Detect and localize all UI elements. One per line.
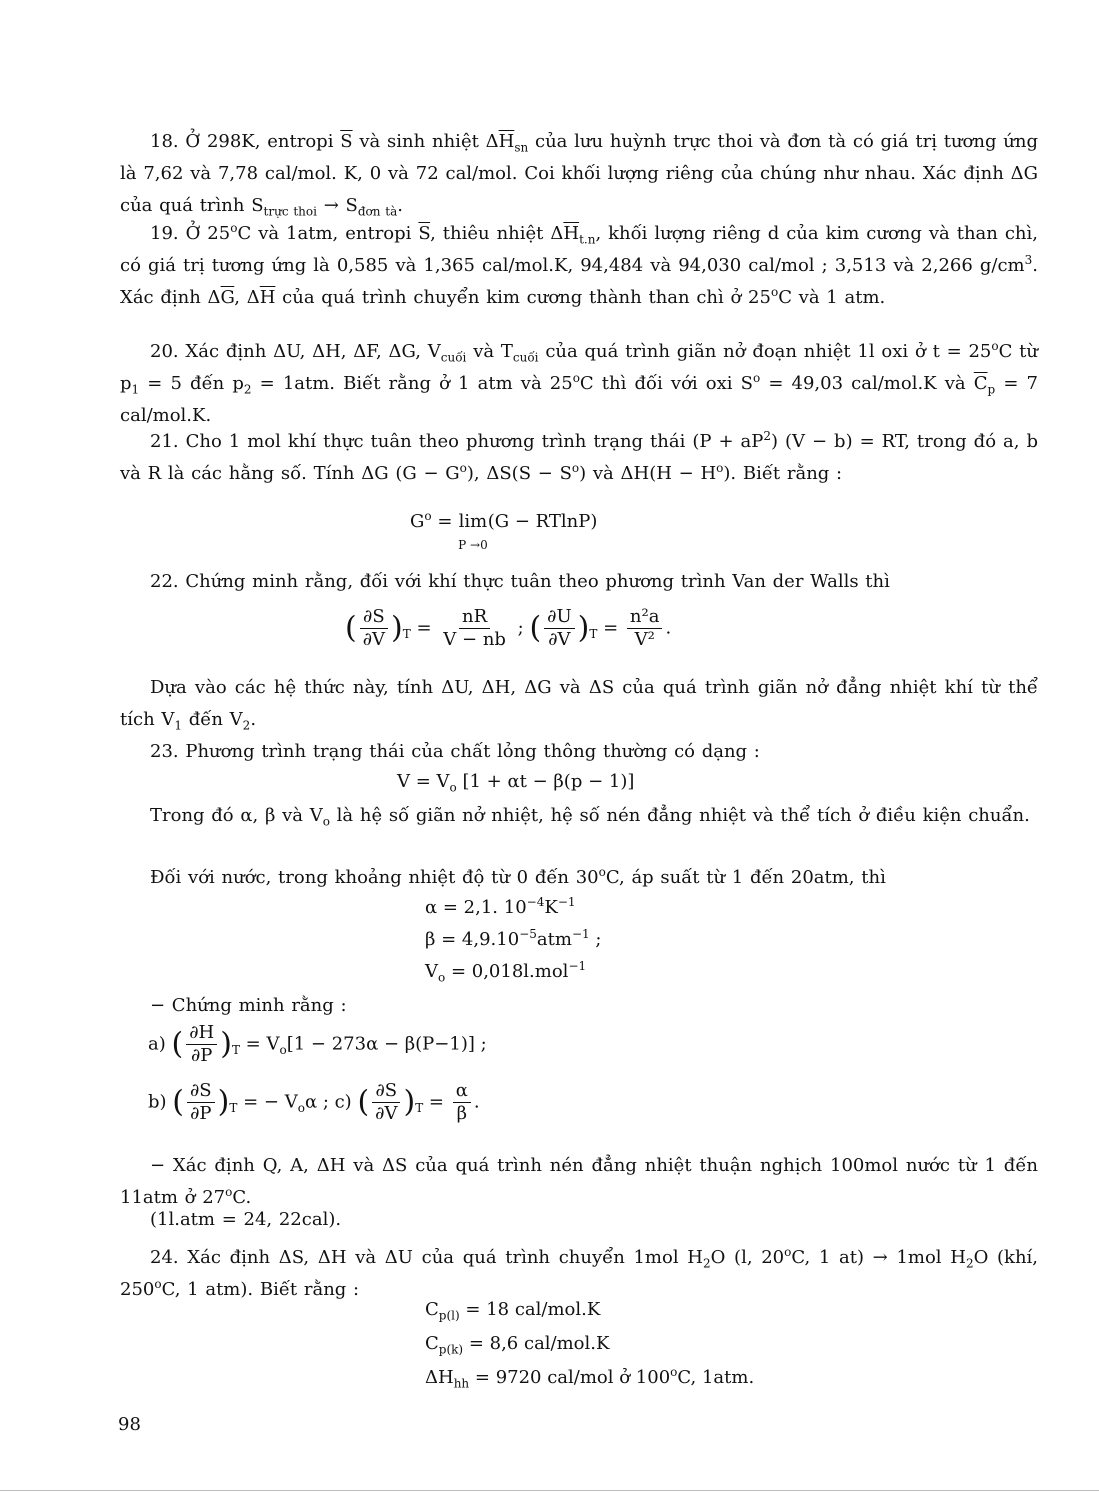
subscript: o: [279, 1043, 287, 1058]
fraction: [453, 1080, 471, 1125]
text-run: C, 1atm.: [677, 1367, 755, 1388]
text-run: 23. Phương trình trạng thái của chất lỏng thông thường có dạng :: [150, 741, 760, 762]
text-run: a): [148, 1033, 172, 1055]
superscript: −4: [526, 895, 545, 909]
equation: [397, 766, 634, 798]
subscript: cuối: [512, 350, 539, 365]
paragraph: [120, 862, 1038, 894]
text-run: = 1atm. Biết rằng ở 1 atm và 25: [251, 373, 573, 394]
denominator: V − nb: [443, 629, 506, 650]
numerator: ∂S: [372, 1080, 400, 1103]
overlined-symbol: $\overline{H}$: [498, 131, 515, 152]
text-run: C, áp suất từ 1 đến 20atm, thì: [605, 867, 886, 888]
text-run: C: [425, 1333, 439, 1354]
denominator: β: [456, 1103, 468, 1124]
paragraph: [120, 126, 1038, 222]
equation: [425, 924, 601, 956]
text-run: = 0,018l.mol: [445, 961, 569, 982]
text-run: atm: [536, 929, 572, 950]
subscript: 1: [131, 382, 140, 397]
subscript: T: [229, 1101, 238, 1116]
fraction: [186, 1022, 217, 1067]
subscript: o: [449, 780, 457, 795]
parenthesis: (: [345, 610, 357, 646]
subscript: o: [297, 1101, 305, 1116]
text-run: của lưu huỳnh trực thoi và đơn tà có giá trị tương ứng là 7,62 và 7,78 cal/mol. K, 0 và 72 cal/mol. Coi khối lượng riêng của chúng như nhau. Xác định ΔG của quá trình S: [120, 131, 1038, 216]
subscript: T: [415, 1101, 424, 1116]
page-edge-divider: [0, 1490, 1099, 1491]
text-run: [1 − 273α − β(P−1)] ;: [286, 1033, 487, 1055]
superscript: o: [571, 461, 580, 475]
superscript: o: [154, 1277, 162, 1291]
text-run: = 8,6 cal/mol.K: [463, 1333, 610, 1354]
text-run: − Xác định Q, A, ΔH và ΔS của quá trình nén đẳng nhiệt thuận nghịch 100mol nước từ 1 đến 11atm ở 27: [120, 1155, 1038, 1208]
text-run: là hệ số giãn nở nhiệt, hệ số nén đẳng nhiệt và thể tích ở điều kiện chuẩn.: [329, 805, 1030, 826]
text-run: .: [250, 709, 257, 730]
text-run: , khối lượng riêng d của kim cương và than chì, có giá trị tương ứng là 0,585 và 1,365 cal/mol.K, 94,484 và 94,030 cal/mol ; 3,513 và 2,266 g/cm: [120, 223, 1038, 276]
text-run: ) (V − b) = RT, trong đó a, b và R là các hằng số. Tính ΔG (G − G: [120, 431, 1038, 484]
parenthesis: (: [529, 610, 542, 646]
denominator: ∂P: [191, 1045, 213, 1066]
text-run: ). Biết rằng :: [723, 463, 843, 484]
text-run: V: [425, 961, 438, 982]
text-run: =: [423, 1091, 450, 1113]
text-run: Dựa vào các hệ thức này, tính ΔU, ΔH, ΔG và ΔS của quá trình giãn nở đẳng nhiệt khí từ thể tích V: [120, 677, 1038, 730]
text-run: α = 2,1. 10: [425, 897, 527, 918]
text-run: Đối với nước, trong khoảng nhiệt độ từ 0 đến 30: [150, 867, 599, 888]
denominator: ∂V: [362, 629, 386, 650]
equation: [425, 956, 586, 988]
equation: [425, 1294, 600, 1326]
fraction: [372, 1080, 400, 1125]
subscript: 2: [965, 1256, 974, 1271]
fraction: [627, 606, 663, 651]
text-run: và sinh nhiệt Δ: [352, 131, 499, 152]
text-run: của quá trình chuyển kim cương thành than chì ở 25: [275, 287, 771, 308]
text-run: = 49,03 cal/mol.K và: [760, 373, 974, 394]
superscript: −5: [519, 927, 537, 941]
superscript: o: [598, 865, 606, 879]
fraction: [440, 606, 509, 651]
text-run: , Δ: [234, 287, 260, 308]
text-run: 24. Xác định ΔS, ΔH và ΔU của quá trình chuyển 1mol H: [150, 1247, 703, 1268]
parenthesis: ): [391, 610, 403, 646]
paragraph: [120, 218, 1038, 314]
subscript: 1: [174, 718, 183, 733]
paragraph: [120, 426, 1038, 490]
subscript: đơn tà: [357, 204, 398, 219]
denominator: ∂V: [548, 629, 571, 650]
paragraph: [120, 336, 1038, 432]
superscript: 2: [763, 429, 771, 443]
text-run: đến V: [182, 709, 243, 730]
text-run: = 5 đến p: [139, 373, 244, 394]
text-run: ΔH: [425, 1367, 454, 1388]
limit-subscript: P →0: [458, 538, 488, 552]
superscript: o: [572, 371, 580, 385]
paragraph: [120, 800, 1038, 832]
numerator: nR: [459, 606, 490, 629]
text-run: b): [148, 1091, 173, 1113]
text-run: =: [431, 511, 459, 532]
denominator: ∂V: [375, 1103, 398, 1124]
superscript: o: [230, 221, 238, 235]
text-run: K: [544, 897, 558, 918]
superscript: −1: [557, 895, 576, 909]
text-run: (1l.atm = 24, 22cal).: [150, 1209, 342, 1230]
text-run: 19. Ở 25: [150, 223, 231, 244]
text-run: → S: [316, 195, 358, 216]
superscript: o: [752, 371, 761, 385]
subscript: 2: [242, 718, 251, 733]
text-run: 22. Chứng minh rằng, đối với khí thực tuân theo phương trình Van der Walls thì: [150, 571, 890, 592]
superscript: o: [716, 461, 724, 475]
numerator: ∂H: [186, 1022, 217, 1045]
text-run: = 18 cal/mol.K: [459, 1299, 601, 1320]
subscript: p: [987, 382, 996, 397]
text-run: . Xác định Δ: [120, 255, 1038, 308]
text-run: =: [597, 617, 624, 639]
fraction: [360, 606, 388, 651]
paragraph: [120, 566, 1038, 598]
parenthesis: ): [220, 1026, 232, 1062]
denominator: ∂P: [190, 1103, 212, 1124]
subscript: T: [589, 627, 598, 642]
text-run: β = 4,9.10: [425, 929, 520, 950]
fraction: [544, 606, 574, 651]
numerator: ∂S: [360, 606, 388, 629]
equation: [345, 606, 671, 651]
subscript: o: [322, 814, 330, 829]
superscript: o: [770, 285, 779, 299]
page-number: 98: [118, 1414, 141, 1435]
text-run: C từ p: [120, 341, 1038, 394]
subscript: 2: [702, 1256, 711, 1271]
overlined-symbol: $\overline{S}$: [340, 131, 353, 152]
equation: [148, 1022, 487, 1067]
text-run: ), ΔS(S − S: [466, 463, 572, 484]
subscript: hh: [453, 1376, 470, 1391]
overlined-symbol: $\overline{H}$: [563, 223, 580, 244]
parenthesis: (: [171, 1026, 184, 1062]
text-run: (G − RTlnP): [487, 511, 598, 532]
text-run: ;: [589, 929, 602, 950]
superscript: o: [424, 509, 432, 523]
superscript: o: [670, 1365, 678, 1379]
superscript: −1: [568, 959, 587, 973]
text-run: C.: [232, 1187, 252, 1208]
subscript: cuối: [440, 350, 467, 365]
overlined-symbol: $\overline{S}$: [418, 223, 431, 244]
text-run: = 7 cal/mol.K.: [120, 373, 1038, 426]
paragraph: [120, 672, 1038, 736]
parenthesis: (: [172, 1084, 184, 1120]
superscript: o: [784, 1245, 792, 1259]
text-run: 20. Xác định ΔU, ΔH, ΔF, ΔG, V: [150, 341, 441, 362]
text-run: [1 + αt − β(p − 1)]: [456, 771, 635, 792]
overlined-symbol: $\overline{C}$: [973, 373, 988, 394]
parenthesis: ): [577, 610, 590, 646]
text-run: O (l, 20: [710, 1247, 785, 1268]
equation: [425, 1328, 609, 1360]
subscript: p(k): [438, 1342, 464, 1357]
text-run: .: [473, 1091, 480, 1113]
text-run: C, 1 at) → 1mol H: [791, 1247, 966, 1268]
text-run: .: [665, 617, 672, 639]
equation: [425, 892, 576, 924]
parenthesis: ): [403, 1084, 416, 1120]
paragraph: [120, 736, 1038, 768]
text-run: C: [425, 1299, 439, 1320]
text-run: = − V: [237, 1091, 298, 1113]
limit-operator: lim: [458, 511, 488, 532]
text-run: của quá trình giãn nở đoạn nhiệt 1l oxi ở t = 25: [538, 341, 992, 362]
subscript: p(l): [438, 1308, 460, 1323]
text-run: ) và ΔH(H − H: [579, 463, 717, 484]
text-run: = 9720 cal/mol ở 100: [469, 1367, 671, 1388]
limit: [458, 506, 488, 552]
text-run: α ; c): [304, 1091, 358, 1113]
text-run: O (khí, 250: [120, 1247, 1039, 1300]
text-run: .: [397, 195, 403, 216]
text-run: − Chứng minh rằng :: [150, 995, 347, 1016]
parenthesis: ): [217, 1084, 230, 1120]
text-run: =: [410, 617, 438, 639]
text-run: và T: [466, 341, 513, 362]
text-run: C thì đối với oxi S: [579, 373, 753, 394]
numerator: α: [453, 1080, 471, 1103]
equation: [410, 506, 597, 552]
subscript: trực thoi: [263, 204, 317, 219]
superscript: 3: [1024, 253, 1033, 267]
text-run: V = V: [397, 771, 450, 792]
superscript: o: [225, 1185, 233, 1199]
overlined-symbol: $\overline{H}$: [259, 287, 276, 308]
text-run: C, 1 atm). Biết rằng :: [161, 1279, 360, 1300]
numerator: ∂S: [187, 1080, 215, 1103]
text-run: ;: [511, 617, 530, 639]
equation: [425, 1362, 754, 1394]
subscript: T: [402, 627, 411, 642]
subscript: o: [438, 970, 446, 985]
text-run: G: [410, 511, 425, 532]
parenthesis: (: [357, 1084, 370, 1120]
text-run: C và 1 atm.: [778, 287, 886, 308]
subscript: T: [231, 1043, 240, 1058]
numerator: ∂U: [544, 606, 574, 629]
overlined-symbol: $\overline{G}$: [220, 287, 235, 308]
paragraph: [120, 990, 1038, 1022]
superscript: o: [459, 461, 467, 475]
text-run: = V: [239, 1033, 280, 1055]
text-run: C và 1atm, entropi: [237, 223, 419, 244]
paragraph: [120, 1204, 1038, 1236]
superscript: −1: [571, 927, 590, 941]
fraction: [187, 1080, 215, 1125]
numerator: n²a: [627, 606, 663, 629]
subscript: sn: [514, 140, 529, 155]
subscript: t.n: [579, 232, 596, 247]
denominator: V²: [634, 629, 655, 650]
equation: [148, 1080, 480, 1125]
text-run: 21. Cho 1 mol khí thực tuân theo phương trình trạng thái (P + aP: [150, 431, 764, 452]
text-run: 18. Ở 298K, entropi: [150, 131, 341, 152]
superscript: o: [991, 339, 999, 353]
subscript: 2: [243, 382, 252, 397]
text-run: , thiêu nhiệt Δ: [430, 223, 564, 244]
text-run: Trong đó α, β và V: [150, 805, 323, 826]
